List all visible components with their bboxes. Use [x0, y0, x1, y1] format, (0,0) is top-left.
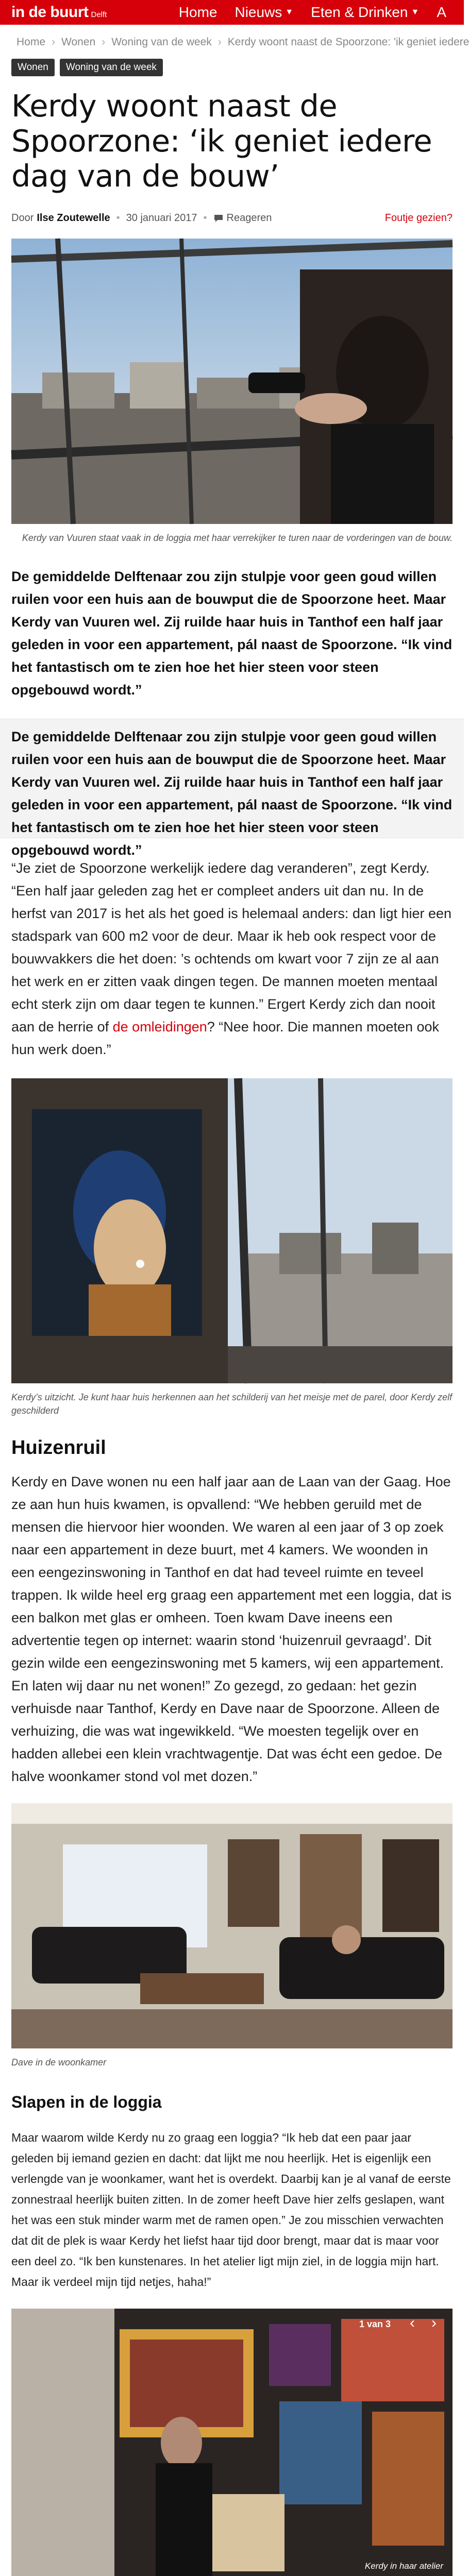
- author-name[interactable]: Ilse Zoutewelle: [37, 212, 110, 224]
- publish-date: 30 januari 2017: [126, 212, 197, 224]
- breadcrumb-separator: ›: [102, 36, 106, 48]
- section-heading-huizenruil: Huizenruil: [11, 1437, 106, 1459]
- main-nav: [179, 4, 464, 21]
- section-heading-loggia: Slapen in de loggia: [11, 2093, 162, 2111]
- report-error-link[interactable]: Foutje gezien?: [384, 212, 453, 224]
- breadcrumb: [0, 25, 469, 48]
- chevron-right-icon[interactable]: ›: [431, 2314, 437, 2331]
- tag-wonen[interactable]: Wonen: [11, 59, 55, 76]
- top-navigation-bar: [0, 0, 464, 25]
- chevron-left-icon[interactable]: ‹: [410, 2314, 415, 2331]
- meta-separator: •: [116, 212, 120, 224]
- nav-more-label: A: [437, 4, 446, 20]
- view-photo-illustration: [11, 1078, 453, 1383]
- article-paragraph: Kerdy en Dave wonen nu een half jaar aan de Laan van der Gaag. Hoe ze aan hun huis kwamen, is opvallend: “We hebben geruild met de mensen die hiervoor hier woonden. We waren al een jaar of 3 op zoek naar een appartement in deze buurt, met 4 kamers. We woonden in een eengezinswoning in Tanthof en dat had teveel ruimte en teveel trappen. Ik wilde heel erg graag een appartement met een loggia, dat is een balkon met glas er omheen. Toen kwam Dave ineens een advertentie tegen op internet: waarin stond ‘huizenruil gevraagd’. Dit gezin wilde een eengezinswoning met 5 kamers, wij een appartement. En laten wij daar nu net wonen!” Zo gezegd, zo gedaan: het gezin verhuisde naar Tanthof, Kerdy en Dave naar de Spoorzone. Alleen de verhuizing, die was wat ingewikkeld. “We moesten tegelijk over en hadden allebei een klein vrachtwagentje. Dat was écht een gedoe. De halve woonkamer stond vol met dozen.”: [11, 1474, 452, 1784]
- nav-item-eten-drinken[interactable]: [311, 4, 419, 21]
- chevron-down-icon: ▼: [285, 8, 294, 16]
- gallery-caption: Kerdy in haar atelier: [364, 2561, 443, 2571]
- logo-main-text: in de buurt: [11, 4, 89, 21]
- photo-caption: Kerdy van Vuuren staat vaak in de loggia met haar verrekijker te turen naar de vorderingen van de bouw.: [22, 533, 453, 543]
- breadcrumb-separator: ›: [217, 36, 222, 48]
- article-photo-view: [11, 1078, 453, 1383]
- loggia-photo-illustration: [11, 239, 453, 524]
- nav-item-more[interactable]: [437, 4, 446, 21]
- article-title: Kerdy woont naast de Spoorzone: ‘ik geniet iedere dag van de bouw’: [11, 88, 432, 194]
- article-photo-livingroom: [11, 1803, 453, 2048]
- paragraph-text: “Je ziet de Spoorzone werkelijk iedere dag veranderen”, zegt Kerdy. “Een half jaar geleden zag het er compleet anders uit dan nu. In de herfst van 2017 is het als het goed is helemaal anders: dan ligt hier een stadspark van 600 m2 voor de deur. Maar ik heb ook respect voor de bouwvakkers die het doen: ’s ochtends om kwart voor 7 zijn ze al aan het werk en er zitten vaak dingen tegen. De mannen moeten mentaal echt sterk zijn om daar tegen te kunnen.” Ergert Kerdy zich dan nooit aan de herrie of: [11, 860, 452, 1035]
- omleidingen-link[interactable]: de omleidingen: [112, 1019, 207, 1035]
- breadcrumb-woning-van-de-week[interactable]: Woning van de week: [111, 36, 212, 48]
- breadcrumb-home[interactable]: Home: [16, 36, 46, 48]
- tag-woning-van-de-week[interactable]: Woning van de week: [60, 59, 163, 76]
- article-intro: De gemiddelde Delftenaar zou zijn stulpje voor geen goud willen ruilen voor een huis aan de bouwput die de Spoorzone heet. Maar Kerdy van Vuuren wel. Zij ruilde haar huis in Tanthof een half jaar geleden in voor een appartement, pál naast de Spoorzone. “Ik vind het fantastisch om te zien hoe het hier steen voor steen opgebouwd wordt.”: [11, 569, 453, 698]
- meta-separator: •: [203, 212, 207, 224]
- article-paragraph: [11, 857, 453, 1061]
- atelier-photo-illustration: [11, 2309, 453, 2576]
- site-logo[interactable]: [0, 4, 148, 21]
- photo-caption: Kerdy’s uitzicht. Je kunt haar huis herkennen aan het schilderij van het meisje met de parel, door Kerdy zelf geschilderd: [11, 1392, 453, 1416]
- photo-caption: Dave in de woonkamer: [11, 2057, 107, 2067]
- article-photo-loggia: [11, 239, 453, 524]
- nav-item-nieuws[interactable]: [234, 4, 293, 21]
- livingroom-photo-illustration: [11, 1803, 453, 2048]
- breadcrumb-separator: ›: [52, 36, 56, 48]
- reactions-link[interactable]: Reageren: [226, 212, 272, 224]
- breadcrumb-wonen[interactable]: Wonen: [61, 36, 96, 48]
- logo-city-text: Delft: [91, 10, 107, 19]
- nav-eten-label: Eten & Drinken: [311, 4, 408, 20]
- comment-icon[interactable]: [213, 214, 224, 223]
- article-meta: [11, 212, 453, 224]
- article-intro-highlight: De gemiddelde Delftenaar zou zijn stulpje voor geen goud willen ruilen voor een huis aan de bouwput die de Spoorzone heet. Maar Kerdy van Vuuren wel. Zij ruilde haar huis in Tanthof een half jaar geleden in voor een appartement, pál naast de Spoorzone. “Ik vind het fantastisch om te zien hoe het hier steen voor steen opgebouwd wordt.”: [0, 719, 464, 838]
- nav-item-home[interactable]: [179, 4, 217, 21]
- tag-list: [0, 48, 464, 76]
- photo-gallery: [11, 2309, 453, 2576]
- chevron-down-icon: ▼: [411, 8, 420, 16]
- breadcrumb-current: Kerdy woont naast de Spoorzone: 'ik geniet iedere: [227, 36, 469, 48]
- article-paragraph: Maar waarom wilde Kerdy nu zo graag een loggia? “Ik heb dat een paar jaar geleden bij iemand gezien en dacht: dat lijkt me nou heerlijk. Het is eigenlijk een verlengde van je woonkamer, want het is overdekt. Daarbij kan je al vanaf de eerste zonnestraal heerlijk buiten zitten. In de zomer heeft Dave hier zelfs geslapen, want het was een stuk minder warm met de ramen open.” Je zou misschien verwachten dat dit de plek is waar Kerdy het liefst haar tijd door brengt, maar dat is maar voor een deel zo. “Ik ben kunstenares. In het atelier ligt mijn ziel, in de loggia mijn hart. Maar ik verdeel mijn tijd netjes, haha!”: [11, 2131, 451, 2289]
- paragraph-text: ? “Nee hoor. Die mannen moeten ook hun werk doen.”: [11, 1019, 440, 1057]
- gallery-counter: 1 van 3: [359, 2319, 391, 2329]
- by-label: Door: [11, 212, 34, 224]
- nav-nieuws-label: Nieuws: [234, 4, 282, 20]
- gallery-main-image[interactable]: [11, 2309, 453, 2576]
- nav-home-label: Home: [178, 4, 217, 20]
